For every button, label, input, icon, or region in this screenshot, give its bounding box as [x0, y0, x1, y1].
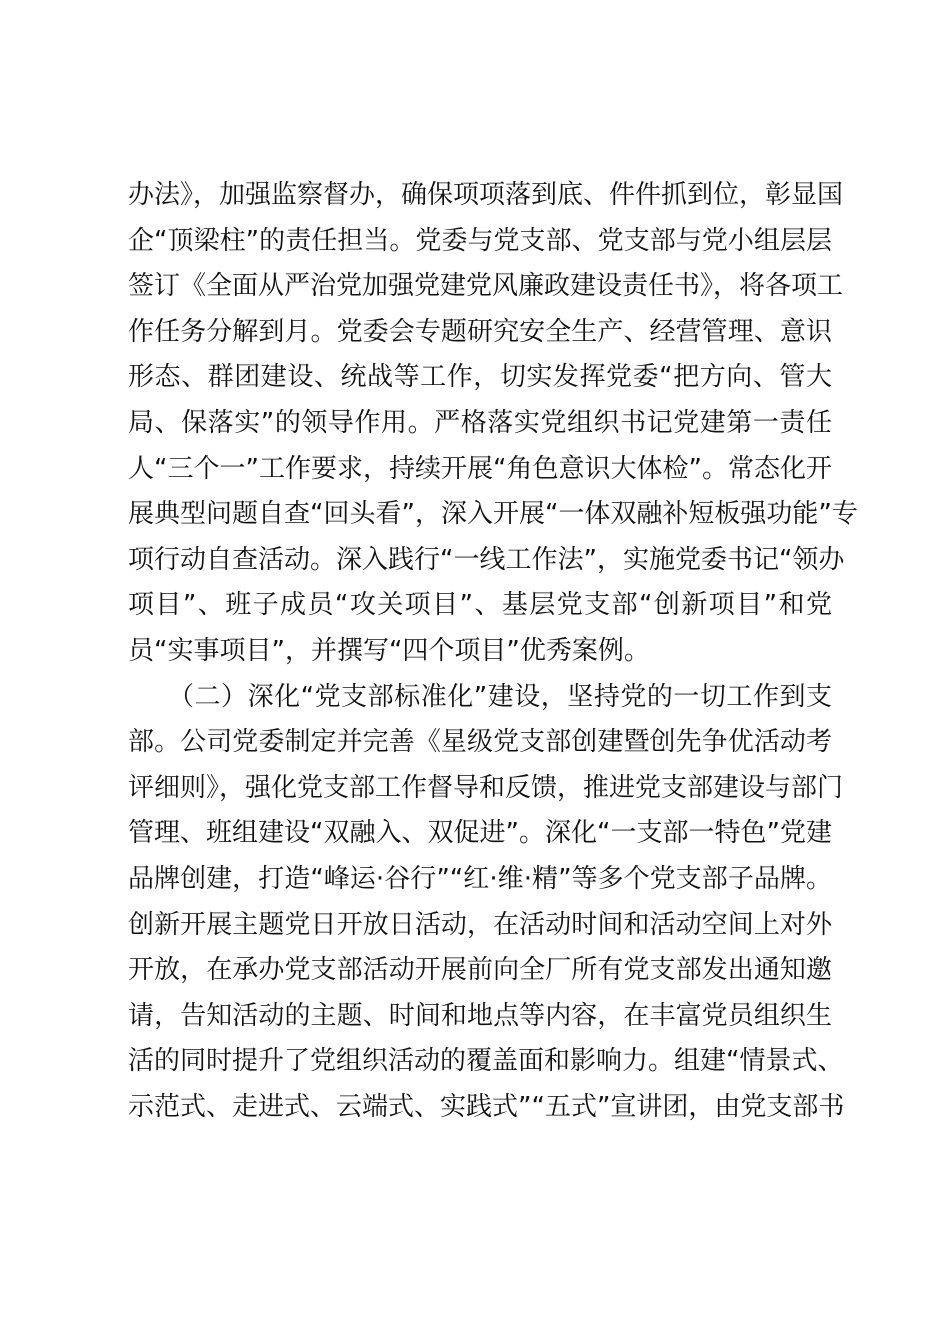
paragraph-line: 签订《全面从严治党加强党建党风廉政建设责任书》，将各项工	[128, 271, 844, 302]
paragraph-line: 请，告知活动的主题、时间和地点等内容，在丰富党员组织生	[128, 1000, 832, 1031]
paragraph-line: 项目”、班子成员“攻关项目”、基层党支部“创新项目”和党	[128, 590, 832, 621]
paragraph-line: 创新开展主题党日开放日活动，在活动时间和活动空间上对外	[128, 909, 832, 940]
paragraph-line: 管理、班组建设“双融入、双促进”。深化“一支部一特色”党建	[128, 818, 832, 849]
paragraph-line: 作任务分解到月。党委会专题研究安全生产、经营管理、意识	[128, 316, 832, 347]
document-body	[128, 173, 858, 1130]
paragraph-line: 企“顶梁柱”的责任担当。党委与党支部、党支部与党小组层层	[128, 225, 832, 256]
paragraph-line: 评细则》，强化党支部工作督导和反馈，推进党支部建设与部门	[128, 772, 844, 803]
paragraph-line: 活的同时提升了党组织活动的覆盖面和影响力。组建“情景式、	[128, 1046, 844, 1077]
paragraph-heading-line: （二）深化“党支部标准化”建设，坚持党的一切工作到支	[128, 681, 832, 712]
paragraph-line: 展典型问题自查“回头看”，深入开展“一体双融补短板强功能”专	[128, 499, 858, 530]
paragraph-line: 办法》，加强监察督办，确保项项落到底、件件抓到位，彰显国	[128, 180, 844, 210]
paragraph-line: 人“三个一”工作要求，持续开展“角色意识大体检”。常态化开	[128, 453, 832, 484]
paragraph-line: 示范式、走进式、云端式、实践式”“五式”宣讲团，由党支部书	[128, 1091, 845, 1122]
paragraph-line: 品牌创建，打造“峰运·谷行”“红·维·精”等多个党支部子品牌。	[128, 863, 832, 894]
paragraph-line: 部。公司党委制定并完善《星级党支部创建暨创先争优活动考	[128, 727, 832, 758]
paragraph-branch-standardization	[128, 675, 845, 1131]
paragraph-line: 项行动自查活动。深入践行“一线工作法”，实施党委书记“领办	[128, 544, 845, 575]
paragraph-line: 形态、群团建设、统战等工作，切实发挥党委“把方向、管大	[128, 362, 832, 393]
paragraph-line: 员“实事项目”，并撰写“四个项目”优秀案例。	[128, 635, 650, 666]
paragraph-line: 开放，在承办党支部活动开展前向全厂所有党支部发出通知邀	[128, 955, 832, 986]
paragraph-party-committee-responsibility	[128, 173, 858, 675]
paragraph-line: 局、保落实”的领导作用。严格落实党组织书记党建第一责任	[128, 407, 832, 438]
